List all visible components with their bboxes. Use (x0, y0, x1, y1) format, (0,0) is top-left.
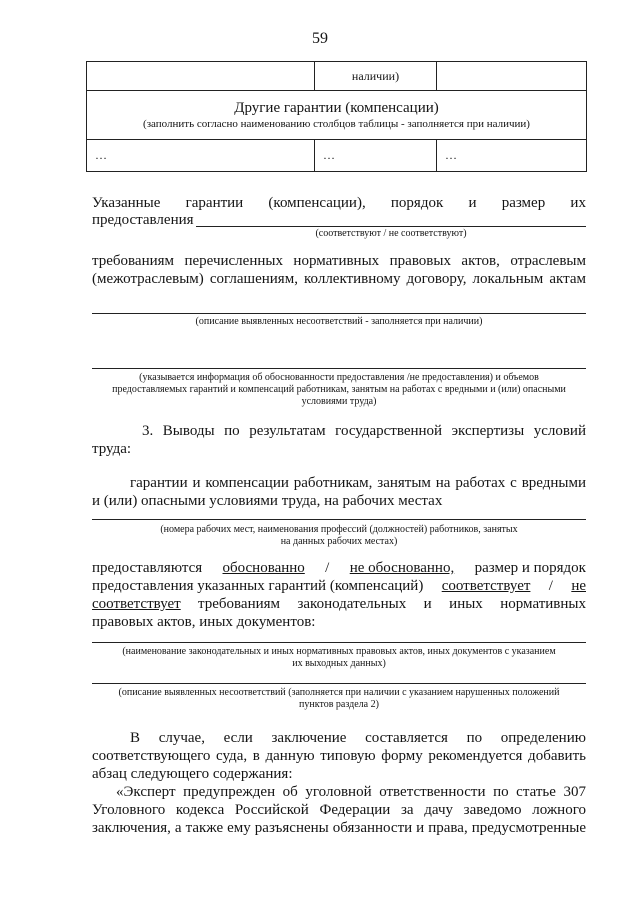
page-number: 59 (312, 30, 328, 47)
option-not: не (571, 578, 586, 594)
caption-line: (номера рабочих мест, наименования профессий (должностей) работников, занятых (160, 524, 518, 535)
para-line: и (или) опасными условиями труда, на рабочих местах (92, 493, 443, 509)
caption-line: на данных рабочих местах) (280, 536, 398, 547)
court-line1 (130, 729, 586, 747)
fill-line (92, 368, 586, 369)
word: В (130, 730, 141, 746)
caption-line: их выходных данных) (292, 658, 386, 669)
word: и (468, 195, 477, 211)
court-line3: абзац следующего содержания: (92, 766, 293, 782)
word: их (570, 195, 586, 211)
conclusion-line4: правовых актов, иных документов: (92, 614, 316, 630)
guarantees-line2: предоставления (92, 212, 194, 228)
table-row (87, 140, 587, 172)
conclusion-line1 (92, 559, 586, 577)
caption-nonconformities: (описание выявленных несоответствий - заполняется при наличии) (195, 316, 483, 327)
caption-line: условиями труда) (301, 396, 377, 407)
table-cell (437, 62, 587, 91)
guarantees-line1 (92, 194, 586, 212)
option-not-justified: не обоснованно, (349, 560, 455, 576)
word: определению (500, 730, 586, 746)
court-line6: заключения, а также ему разъяснены обязанности и права, предусмотренные (92, 820, 586, 836)
caption-conformity: (соответствуют / не соответствуют) (315, 228, 467, 239)
table-row (87, 62, 587, 91)
word: предоставляются (92, 560, 203, 576)
option-conforms: соответствует (441, 578, 531, 594)
option-justified: обоснованно (222, 560, 305, 576)
fill-line (92, 519, 586, 520)
word: если (223, 730, 253, 746)
word: размер (501, 195, 546, 211)
word: по (466, 730, 483, 746)
section-subtitle: (заполнить согласно наименованию столбцов таблицы - заполняется при наличии) (143, 118, 530, 130)
court-line5: Уголовного кодекса Российской Федерации за дачу заведомо ложного (92, 802, 586, 818)
section3-heading: 3. Выводы по результатам государственной экспертизы условий (142, 423, 586, 439)
word: гарантии (185, 195, 244, 211)
caption-line: (указывается информация об обоснованности предоставления /не предоставления) и объемов (139, 372, 539, 383)
court-line4: «Эксперт предупрежден об уголовной ответственности по статье 307 (116, 784, 586, 800)
table-cell-dots: … (437, 140, 587, 172)
word: требованиям законодательных и иных нормативных (198, 596, 586, 612)
caption-line: пунктов раздела 2) (299, 699, 379, 710)
fill-line (92, 313, 586, 314)
word: размер и порядок (474, 560, 586, 576)
section-title: Другие гарантии (компенсации) (234, 100, 439, 116)
para-line: (межотраслевым) соглашениям, коллективному договору, локальным актам (92, 271, 586, 287)
fill-line (92, 642, 586, 643)
word: предоставления указанных гарантий (компенсаций) (92, 578, 424, 594)
table-section-header (87, 91, 587, 140)
caption-line: предоставляемых гарантий и компенсаций работникам, занятым на работах с вредными и (или) опасными (112, 384, 566, 395)
caption-line: (описание выявленных несоответствий (заполняется при наличии с указанием нарушенных положений (118, 687, 560, 698)
caption-line: (наименование законодательных и иных нормативных правовых актов, иных документов с указанием (122, 646, 556, 657)
word: случае, (158, 730, 205, 746)
fill-line (196, 226, 586, 227)
table-row-section (87, 91, 587, 140)
table-cell-dots: … (315, 140, 437, 172)
caption-documents (92, 646, 586, 670)
word: составляется (365, 730, 448, 746)
option-not-conforms: соответствует (92, 596, 181, 612)
conclusion-line2 (92, 577, 586, 595)
guarantees-table (86, 61, 587, 172)
caption-info (88, 372, 590, 408)
caption-violations (92, 687, 586, 711)
caption-workplaces (92, 524, 586, 548)
conclusion-line3 (92, 595, 586, 613)
para-line: гарантии и компенсации работникам, занятым на работах с вредными (130, 475, 586, 491)
word: заключение (271, 730, 347, 746)
word: порядок (390, 195, 444, 211)
fill-line (92, 683, 586, 684)
para-line: требованиям перечисленных нормативных правовых актов, отраслевым (92, 253, 586, 269)
court-line2: соответствующего суда, в данную типовую форму рекомендуется добавить (92, 748, 586, 764)
word: Указанные (92, 195, 161, 211)
word: (компенсации), (268, 195, 366, 211)
word: / (548, 578, 553, 594)
section3-heading-cont: труда: (92, 441, 132, 457)
table-cell-availability: наличии) (315, 62, 437, 91)
word: / (325, 560, 330, 576)
table-cell-dots: … (87, 140, 315, 172)
table-cell (87, 62, 315, 91)
